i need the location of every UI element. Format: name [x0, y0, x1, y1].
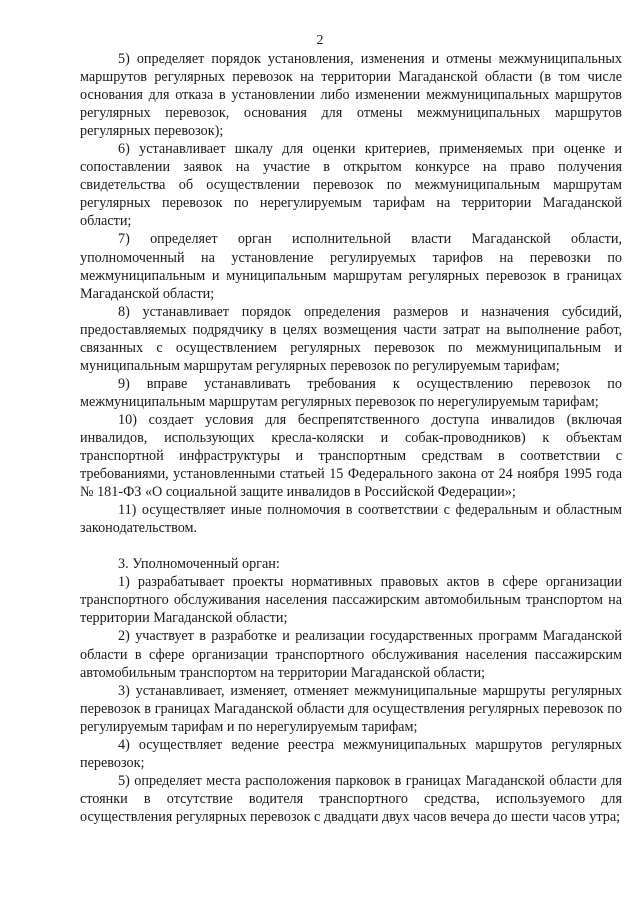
paragraph-b5: 5) определяет места расположения парковок в границах Магаданской области для стоянки в отсутствие водителя транспортного средства, используемого для осуществления регулярных перевозок с двадцати двух часов вечера до шести часов утра; — [80, 772, 622, 825]
paragraph-b2: 2) участвует в разработке и реализации государственных программ Магаданской области в сфере организации транспортного обслуживания населения пассажирским автомобильным транспортом на территории Магаданской области; — [80, 628, 622, 681]
paragraph-a7: 7) определяет орган исполнительной власти Магаданской области, уполномоченный на установление регулируемых тарифов на перевозки по межмуниципальным и муниципальным маршрутам регулярных перевозок в границах Магаданской области; — [80, 231, 622, 302]
page-number: 2 — [316, 33, 324, 48]
paragraph-a8: 8) устанавливает порядок определения размеров и назначения субсидий, предоставляемых подрядчику в целях возмещения части затрат на выполнение работ, связанных с осуществлением регулярных перевозок по межмуниципальным и муниципальным маршрутам регулярных перевозок по регулируемым тарифам; — [80, 303, 622, 374]
document-body — [80, 50, 622, 826]
paragraph-a6: 6) устанавливает шкалу для оценки критериев, применяемых при оценке и сопоставлении заявок на участие в открытом конкурсе на право получения свидетельства об осуществлении перевозок по межмуниципальным маршрутам регулярных перевозок по нерегулируемым тарифам на территории Магаданской области; — [80, 141, 622, 230]
paragraph-a5: 5) определяет порядок установления, изменения и отмены межмуниципальных маршрутов регулярных перевозок на территории Магаданской области (в том числе основания для отказа в установлении либо изменении межмуниципальных маршрутов регулярных перевозок, основания для отмены межмуниципальных маршрутов регулярных перевозок); — [80, 51, 622, 140]
paragraph-a10: 10) создает условия для беспрепятственного доступа инвалидов (включая инвалидов, использующих кресла-коляски и собак-проводников) к объектам транспортной инфраструктуры и транспортным средствам в соответствии с требованиями, установленными статьей 15 Федерального закона от 24 ноября 1995 года № 181-ФЗ «О социальной защите инвалидов в Российской Федерации»; — [80, 411, 622, 501]
paragraph-b1: 1) разрабатывает проекты нормативных правовых актов в сфере организации транспортного обслуживания населения пассажирским автомобильным транспортом на территории Магаданской области; — [80, 574, 622, 627]
paragraph-a11: 11) осуществляет иные полномочия в соответствии с федеральным и областным законодательством. — [80, 502, 622, 537]
paragraph-b4: 4) осуществляет ведение реестра межмуниципальных маршрутов регулярных перевозок; — [80, 736, 622, 771]
paragraph-a9: 9) вправе устанавливать требования к осуществлению перевозок по межмуниципальным маршрутам регулярных перевозок по нерегулируемым тарифам; — [80, 375, 622, 410]
section-gap — [80, 537, 622, 555]
section-heading: 3. Уполномоченный орган: — [118, 556, 280, 573]
paragraph-b3: 3) устанавливает, изменяет, отменяет межмуниципальные маршруты регулярных перевозок в границах Магаданской области для осуществления регулярных перевозок по регулируемым тарифам и по нерегулируемым тарифам; — [80, 682, 622, 735]
